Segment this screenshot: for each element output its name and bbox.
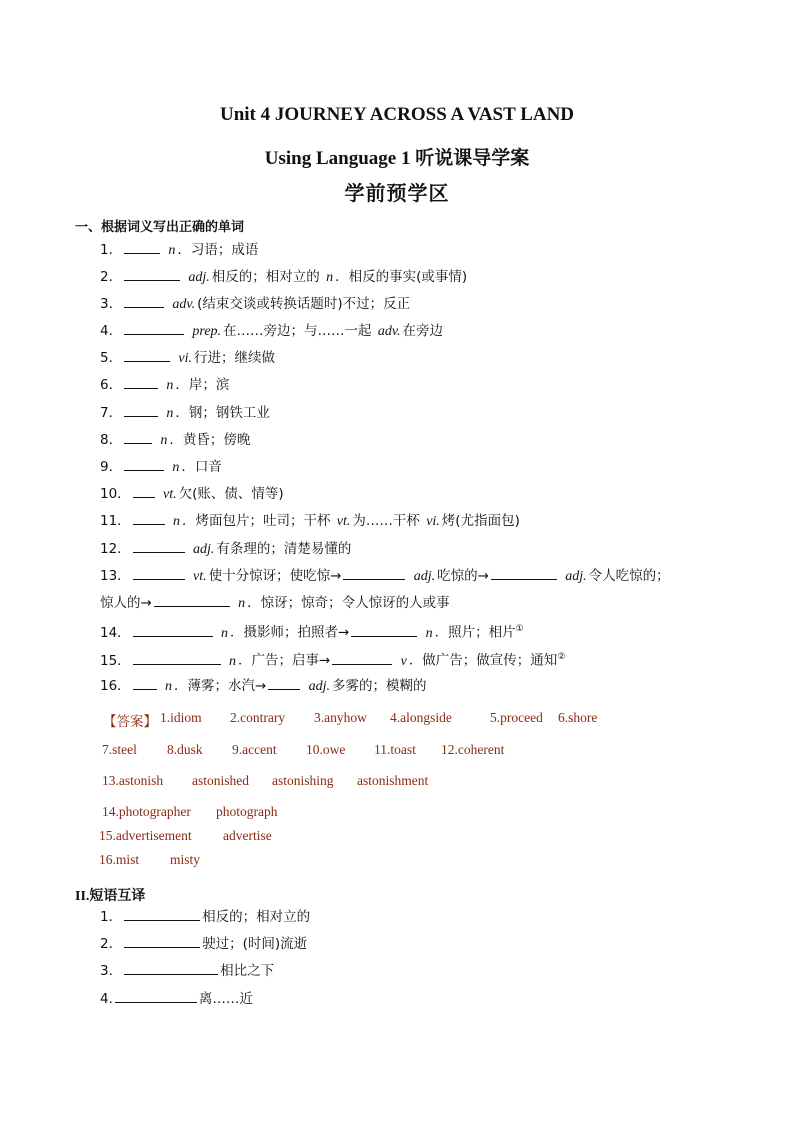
footnote-marker: ① — [515, 624, 524, 634]
part-of-speech: n — [164, 679, 172, 694]
item-number: 4． — [100, 323, 123, 339]
part-of-speech: n — [172, 514, 180, 529]
part-of-speech: n — [166, 406, 174, 421]
answer-label: 【答案】 — [103, 714, 157, 729]
part-of-speech: n — [160, 433, 168, 448]
answer-text: 1.idiom — [160, 710, 202, 725]
item-number: 3． — [100, 296, 123, 312]
answer-blank[interactable] — [124, 961, 218, 975]
item-number: 11． — [100, 513, 131, 529]
vocab-item-13 — [100, 566, 670, 586]
answer-blank[interactable] — [124, 375, 158, 389]
definition: ．做广告；做宣传；通知 — [408, 652, 558, 669]
answer-blank[interactable] — [124, 348, 170, 362]
definition: 有条理的；清楚易懂的 — [216, 541, 352, 557]
vocab-item-14 — [100, 620, 524, 643]
answer-blank[interactable] — [124, 403, 158, 417]
definition: ．广告；启事→ — [237, 652, 331, 669]
vocab-item-9 — [100, 457, 222, 477]
answer-text: 8.dusk — [167, 742, 203, 757]
part-of-speech: vi. — [178, 351, 192, 366]
item-number: 6． — [100, 377, 123, 393]
part-of-speech: n — [326, 270, 334, 285]
phrase-item-3 — [100, 961, 274, 980]
part-of-speech: adj. — [308, 679, 330, 694]
definition: ．摄影师；拍照者→ — [229, 624, 350, 641]
answer-text: 10.owe — [306, 742, 346, 757]
answer-blank[interactable] — [133, 539, 185, 553]
definition: 吃惊的→ — [437, 568, 489, 584]
answer-blank[interactable] — [133, 484, 155, 498]
answer-blank[interactable] — [133, 566, 185, 580]
answer-blank[interactable] — [124, 934, 200, 948]
item-number: 12． — [100, 541, 131, 557]
phrase-text: 相比之下 — [220, 963, 275, 979]
item-number: 1． — [100, 909, 123, 925]
answer-blank[interactable] — [133, 676, 157, 690]
vocab-item-13-continued — [100, 593, 450, 613]
part-of-speech: n — [168, 243, 176, 258]
answer-blank[interactable] — [332, 651, 392, 665]
item-number: 8． — [100, 432, 123, 448]
part-of-speech: n — [228, 653, 236, 669]
item-number: 7． — [100, 405, 123, 421]
answer-text: 4.alongside — [390, 710, 452, 725]
definition: 为……干杯 — [352, 513, 425, 529]
part-of-speech: prep. — [192, 324, 222, 339]
answer-blank[interactable] — [115, 989, 197, 1003]
part-of-speech: vt. — [192, 569, 207, 584]
answer-text: astonishment — [357, 773, 429, 788]
lesson-title: Using Language 1 听说课导学案 — [264, 148, 530, 169]
answer-blank[interactable] — [124, 267, 180, 281]
vocab-item-7 — [100, 403, 270, 423]
definition: ．照片；相片 — [434, 624, 516, 641]
part-of-speech: v — [400, 653, 407, 669]
phrase-item-1 — [100, 907, 310, 926]
unit-title: Unit 4 JOURNEY ACROSS A VAST LAND — [219, 104, 575, 125]
definition: 令人吃惊的； — [588, 568, 670, 584]
phrase-item-4 — [100, 989, 253, 1008]
vocab-item-4 — [100, 321, 443, 341]
answer-text: 13.astonish — [102, 773, 164, 788]
part-of-speech: vt. — [162, 487, 177, 502]
answer-blank[interactable] — [491, 566, 557, 580]
answer-blank[interactable] — [124, 321, 184, 335]
definition: 多雾的；模糊的 — [331, 678, 427, 694]
item-number: 15． — [100, 652, 131, 669]
definition: 使十分惊讶；使吃惊→ — [208, 568, 342, 584]
answer-text: photograph — [216, 804, 278, 819]
answer-blank[interactable] — [124, 907, 200, 921]
definition: 相反的；相对立的 — [211, 269, 325, 285]
section2-heading: II.短语互译 — [75, 889, 146, 904]
answer-text: 15.advertisement — [99, 828, 192, 843]
definition: (结束交谈或转换话题时)不过；反正 — [197, 296, 411, 312]
definition: ．惊讶；惊奇；令人惊讶的人或事 — [247, 595, 450, 611]
vocab-item-16 — [100, 676, 426, 696]
answer-text: misty — [170, 852, 201, 867]
answer-blank[interactable] — [268, 676, 300, 690]
answer-text: 14.photographer — [102, 804, 191, 819]
definition: 在旁边 — [402, 323, 444, 339]
part-of-speech: vt. — [336, 514, 351, 529]
part-of-speech: n — [220, 625, 228, 641]
item-number: 1． — [100, 242, 123, 258]
part-of-speech: n — [166, 378, 174, 393]
vocab-item-15 — [100, 648, 565, 671]
part-of-speech: adv. — [377, 324, 401, 339]
vocab-item-2 — [100, 267, 467, 287]
item-number: 4. — [100, 991, 113, 1007]
definition: ．相反的事实(或事情) — [335, 269, 468, 285]
definition: ．钢；钢铁工业 — [175, 405, 270, 421]
part-of-speech: n — [238, 596, 246, 611]
answer-text: 16.mist — [99, 852, 140, 867]
vocab-item-5 — [100, 348, 275, 368]
answer-text: 7.steel — [102, 742, 137, 757]
part-of-speech: adj. — [565, 569, 587, 584]
phrase-text: 离……近 — [198, 991, 253, 1007]
definition: ．口音 — [181, 459, 222, 475]
answer-text: 12.coherent — [441, 742, 505, 757]
vocab-item-10 — [100, 484, 284, 504]
definition: 在……旁边；与……一起 — [223, 323, 376, 339]
item-number: 16． — [100, 678, 131, 694]
item-number: 2． — [100, 269, 123, 285]
answer-blank[interactable] — [154, 593, 230, 607]
item-number: 3． — [100, 963, 123, 979]
part-of-speech: vi. — [426, 514, 440, 529]
item-number: 2． — [100, 936, 123, 952]
answer-text: 5.proceed — [490, 710, 543, 725]
part-of-speech: adj. — [188, 270, 210, 285]
vocab-item-8 — [100, 430, 250, 450]
definition: 欠(账、债、情等) — [178, 486, 284, 502]
part-of-speech: adv. — [172, 297, 196, 312]
footnote-marker: ② — [557, 652, 566, 662]
definition: 行进；继续做 — [194, 350, 275, 366]
definition: ．习语；成语 — [177, 242, 259, 258]
vocab-item-11 — [100, 511, 520, 531]
definition: ．烤面包片；吐司；干杯 — [181, 513, 335, 529]
answer-blank[interactable] — [124, 294, 164, 308]
phrase-item-2 — [100, 934, 307, 953]
section1-heading: 一、根据词义写出正确的单词 — [75, 220, 245, 235]
answer-blank[interactable] — [124, 457, 164, 471]
definition: 烤(尤指面包) — [441, 513, 520, 529]
vocab-item-6 — [100, 375, 229, 395]
item-number: 14． — [100, 624, 131, 641]
answer-text: 3.anyhow — [314, 710, 367, 725]
definition: ．岸；滨 — [175, 377, 230, 393]
phrase-text: 驶过；(时间)流逝 — [202, 936, 308, 952]
answer-text: 11.toast — [374, 742, 416, 757]
definition: ．黄昏；傍晚 — [169, 432, 251, 448]
item-number: 5． — [100, 350, 123, 366]
item-number: 13． — [100, 568, 131, 584]
answer-text: 2.contrary — [230, 710, 286, 725]
answer-text: astonished — [192, 773, 249, 788]
answer-text: 9.accent — [232, 742, 277, 757]
part-of-speech: n — [425, 625, 433, 641]
answer-text: astonishing — [272, 773, 334, 788]
definition: ．薄雾；水汽→ — [173, 678, 267, 694]
phrase-text: 相反的；相对立的 — [202, 909, 311, 925]
part-of-speech: adj. — [413, 569, 436, 584]
answer-blank[interactable] — [133, 651, 221, 665]
part-of-speech: n — [172, 460, 180, 475]
answer-blank[interactable] — [124, 430, 152, 444]
answer-blank[interactable] — [133, 511, 165, 525]
answer-text: 6.shore — [558, 710, 598, 725]
answer-blank[interactable] — [133, 623, 213, 637]
item-number: 9． — [100, 459, 123, 475]
item-number: 10． — [100, 486, 131, 502]
answer-text: advertise — [223, 828, 272, 843]
vocab-item-3 — [100, 294, 410, 314]
answer-blank[interactable] — [351, 623, 417, 637]
answer-blank[interactable] — [124, 240, 160, 254]
vocab-item-12 — [100, 539, 351, 559]
answer-blank[interactable] — [343, 566, 405, 580]
definition: 惊人的→ — [100, 595, 152, 611]
section-title: 学前预学区 — [344, 183, 450, 205]
vocab-item-1 — [100, 240, 258, 260]
part-of-speech: adj. — [192, 542, 215, 557]
